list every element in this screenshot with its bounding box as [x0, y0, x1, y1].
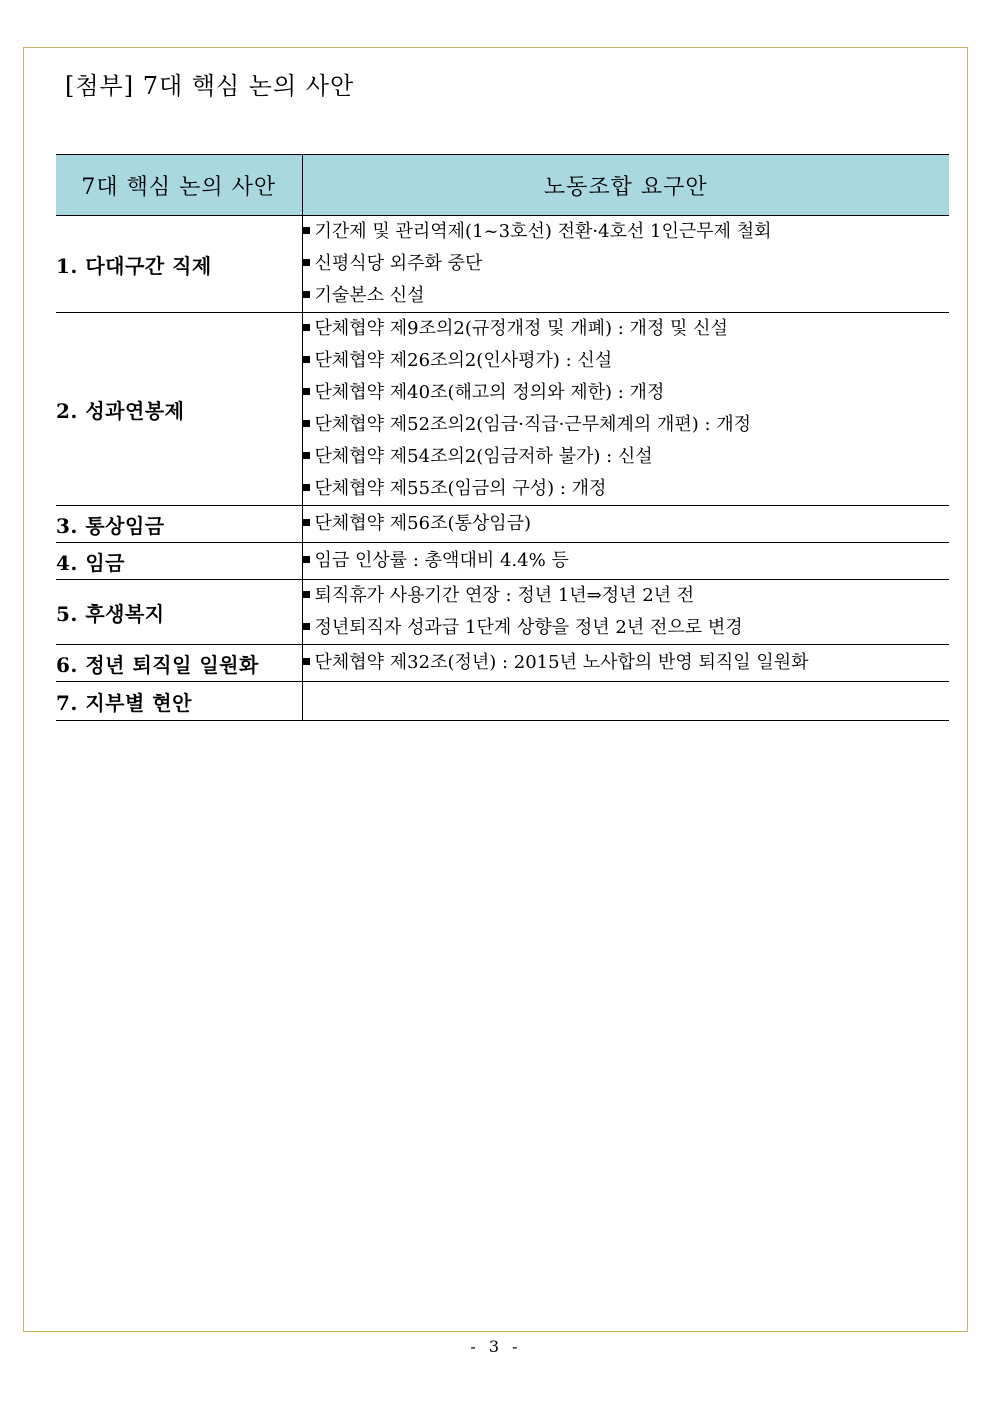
- demand-text: 단체협약 제32조(정년) : 2015년 노사합의 반영 퇴직일 일원화: [314, 652, 809, 673]
- header-demands: 노동조합 요구안: [302, 155, 949, 216]
- demand-item: [303, 280, 950, 312]
- table-row: [56, 645, 949, 682]
- bullet-square-icon: [303, 259, 310, 266]
- demand-text: 퇴직휴가 사용기간 연장 : 정년 1년⇒정년 2년 전: [314, 585, 695, 606]
- bullet-square-icon: [303, 324, 310, 331]
- issues-table: [56, 154, 949, 721]
- demands-cell: [302, 645, 949, 682]
- table-row: [56, 580, 949, 645]
- demand-text: 단체협약 제52조의2(임금·직급·근무체계의 개편) : 개정: [314, 414, 752, 435]
- demand-item: [303, 580, 950, 612]
- topic-cell: 6. 정년 퇴직일 일원화: [56, 645, 302, 682]
- demands-cell: [302, 313, 949, 506]
- document-title: [첨부] 7대 핵심 논의 사안: [65, 72, 355, 100]
- demands-cell: [302, 682, 949, 721]
- demand-item: [303, 345, 950, 377]
- demands-cell: [302, 216, 949, 313]
- topic-cell: 3. 통상임금: [56, 506, 302, 543]
- table-row: [56, 543, 949, 580]
- table-header-row: [56, 155, 949, 216]
- demand-text: 단체협약 제56조(통상임금): [314, 513, 532, 534]
- demand-item: [303, 473, 950, 505]
- demand-text: 단체협약 제54조의2(임금저하 불가) : 신설: [314, 446, 653, 467]
- table-row: [56, 313, 949, 506]
- demand-item: [303, 441, 950, 473]
- demand-item: [303, 508, 950, 540]
- bullet-square-icon: [303, 388, 310, 395]
- bullet-square-icon: [303, 556, 310, 563]
- demand-text: 기술본소 신설: [314, 285, 425, 306]
- demands-cell: [302, 580, 949, 645]
- bullet-square-icon: [303, 519, 310, 526]
- demand-item: [303, 545, 950, 577]
- bullet-square-icon: [303, 623, 310, 630]
- bullet-square-icon: [303, 227, 310, 234]
- topic-cell: 4. 임금: [56, 543, 302, 580]
- demand-text: 임금 인상률 : 총액대비 4.4% 등: [314, 550, 569, 571]
- table-row: [56, 216, 949, 313]
- demand-item: [303, 647, 950, 679]
- demand-text: 단체협약 제26조의2(인사평가) : 신설: [314, 350, 613, 371]
- topic-cell: 7. 지부별 현안: [56, 682, 302, 721]
- demand-item: [303, 216, 950, 248]
- topic-cell: 1. 다대구간 직제: [56, 216, 302, 313]
- demand-item: [303, 612, 950, 644]
- demands-cell: [302, 543, 949, 580]
- bullet-square-icon: [303, 591, 310, 598]
- demands-cell: [302, 506, 949, 543]
- bullet-square-icon: [303, 452, 310, 459]
- bullet-square-icon: [303, 484, 310, 491]
- page-number: - 3 -: [470, 1337, 522, 1356]
- demand-text: 정년퇴직자 성과급 1단계 상향을 정년 2년 전으로 변경: [314, 617, 743, 638]
- bullet-square-icon: [303, 356, 310, 363]
- topic-cell: 5. 후생복지: [56, 580, 302, 645]
- demand-item: [303, 377, 950, 409]
- demand-text: 단체협약 제9조의2(규정개정 및 개폐) : 개정 및 신설: [314, 318, 728, 339]
- table-row: [56, 682, 949, 721]
- bullet-square-icon: [303, 658, 310, 665]
- header-topic: 7대 핵심 논의 사안: [56, 155, 302, 216]
- demand-item: [303, 409, 950, 441]
- table-row: [56, 506, 949, 543]
- bullet-square-icon: [303, 420, 310, 427]
- demand-text: 신평식당 외주화 중단: [314, 253, 483, 274]
- demand-text: 단체협약 제55조(임금의 구성) : 개정: [314, 478, 607, 499]
- demand-text: 단체협약 제40조(해고의 정의와 제한) : 개정: [314, 382, 665, 403]
- demand-item: [303, 248, 950, 280]
- bullet-square-icon: [303, 291, 310, 298]
- demand-item: [303, 313, 950, 345]
- demand-text: 기간제 및 관리역제(1~3호선) 전환·4호선 1인근무제 철회: [314, 221, 772, 242]
- topic-cell: 2. 성과연봉제: [56, 313, 302, 506]
